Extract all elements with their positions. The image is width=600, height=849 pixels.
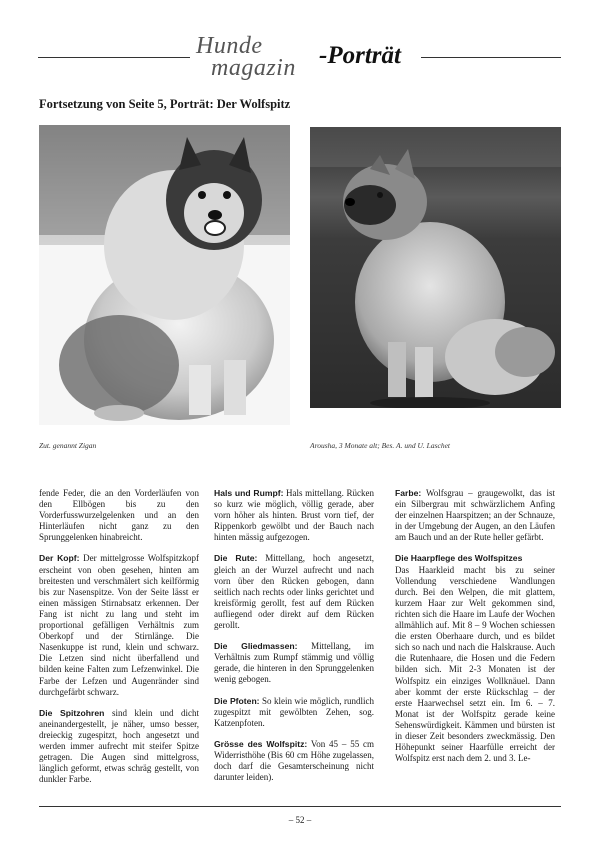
masthead-rule-right	[421, 57, 561, 58]
paragraph-heading: Farbe:	[395, 488, 422, 498]
text-column-2	[214, 488, 374, 793]
paragraph-heading: Hals und Rumpf:	[214, 488, 284, 498]
paragraph	[39, 488, 199, 543]
paragraph-heading: Der Kopf:	[39, 553, 80, 564]
text-column-1	[39, 488, 199, 795]
paragraph-text: So klein wie möglich, rundlich zugespitzt mit gewölbten Zehen, sog. Katzenpfoten.	[214, 695, 375, 728]
photo-caption-right: Arousha, 3 Monate alt; Bes. A. und U. Laschet	[310, 441, 450, 450]
paragraph-text: Wolfsgrau – graugewolkt, das ist ein Silbergrau mit schwärzlichem Anfing der einzelnen Haarspitzen; an der Schnauze, in der Umgebung der Augen, an den Läufen am Bauch und an der Rute heller gefärbt.	[395, 488, 555, 543]
masthead-rule-left	[38, 57, 190, 58]
paragraph	[39, 553, 199, 697]
text-column-3	[395, 488, 555, 764]
paragraph-text: Hals mittellang. Rücken so kurz wie möglich, völlig gerade, aber vorn höher als hinten. Brust vorn tief, der Rippenkorb gewölbt und der Bauch nach hinten mässig aufgezogen.	[214, 488, 374, 543]
footer-rule	[39, 806, 561, 807]
paragraph-text: sind klein und dicht aneinandergestellt, je näher, umso besser, dreieckig zugespitzt, hoch angesetzt und werden immer aufrecht mit steifer Spitze getragen. Die Augen sind mittelgross, länglich geformt, etwas schräg gestellt, von dunkler Farbe.	[39, 707, 199, 785]
paragraph-heading: Die Gliedmassen:	[214, 641, 298, 652]
paragraph	[39, 708, 199, 786]
photo-wolfspitz-grass	[310, 127, 561, 408]
photo-caption-left: Zut. genannt Zigan	[39, 441, 97, 450]
paragraph-heading: Die Spitzohren	[39, 707, 105, 718]
paragraph-text: Mittellang, im Verhältnis zum Rumpf stämmig und völlig gerade, die hinteren in den Sprunggelenken wenig gebogen.	[214, 641, 374, 685]
paragraph	[214, 553, 374, 631]
paragraph-text: Das Haarkleid macht bis zu seiner Vollendung verschiedene Wandlungen durch. Bei den Welpen, die mit glattem, kurzem Haar zur Welt gekommen sind, richten sich die Haare im Laufe der Wochen allmählich auf. Mit 8 – 9 Wochen schiessen die ersten Oberhaare durch, und es bildet sich so nach und nach die Halskrause. Auch die Rutenhaare, die Hosen und die Federn bilden sich. Mit 2-3 Monaten ist der Wolfspitz ein einziges Wollknäuel. Dann aber kommt der erste Rückschlag – der erste Haarwechsel setzt ein. Im 6. – 7. Monat ist der Wolfspitz gerade keine Sehenswürdigkeit. Kämmen und bürsten ist in dieser Zeit besonders zweckmässig. Den Höhepunkt seiner Haarfülle erreicht der Wolfspitz erst nach dem 2. und 3. Le-	[395, 564, 555, 764]
masthead-brand-line2: magazin	[211, 55, 296, 81]
photo-wolfspitz-snow	[39, 125, 290, 425]
dog-grass-illustration	[310, 127, 561, 408]
paragraph-text: Von 45 – 55 cm Widerristhöhe (Bis 60 cm Höhe zugelassen, doch darf die Gesamterscheinung nicht darunter leiden).	[214, 738, 375, 783]
paragraph	[214, 488, 374, 543]
dog-snow-illustration	[39, 125, 290, 425]
paragraph	[214, 739, 374, 783]
paragraph-text: Mittellang, hoch angesetzt, gleich an der Wurzel aufrecht und nach vorn über den Rücken gebogen, dann seitlich nach rechts oder links gerichtet und kreisförmig gerollt, fest auf dem Rücken aufliegend oder direkt auf dem Rücken gerollt.	[214, 553, 374, 631]
masthead-section-title: -Porträt	[319, 42, 401, 69]
masthead-brand-line1: Hunde	[196, 33, 263, 59]
paragraph	[214, 696, 374, 729]
paragraph-heading: Die Pfoten:	[214, 695, 260, 706]
paragraph-heading: Die Rute:	[214, 553, 258, 564]
paragraph	[395, 553, 555, 764]
paragraph-text: fende Feder, die an den Vorderläufen von den Ellbögen bis zu den Vorderfusswurzelgelenken und an den Hinterläufen nicht ganz zu den Sprunggelenken hinabreicht.	[39, 488, 199, 543]
paragraph-heading: Grösse des Wolfspitz:	[214, 738, 308, 749]
page-number: – 52 –	[288, 815, 312, 825]
paragraph-text: Der mittelgrosse Wolfspitzkopf erscheint von oben gesehen, hinten am breitesten und verschmälert sich keilförmig bis zur Nasenspitze. Von der Seite lässt er einen mässigen Stirnabsatz erkennen. Der Fang ist nicht zu lang und steht im proportional gefälligen Verhältnis zum Oberkopf und der Stirnlänge. Die Nasenkuppe ist rund, klein und schwarz. Die Letzen sind nicht überfallend und bilden keine Falten zum Lefzenwinkel. Die Farbe der Lefzen und Augenränder sind durchgefärbt schwarz.	[39, 553, 199, 697]
article-subhead: Fortsetzung von Seite 5, Porträt: Der Wolfspitz	[39, 97, 291, 111]
section-heading: Die Haarpflege des Wolfspitzes	[395, 553, 523, 564]
paragraph	[395, 488, 555, 543]
paragraph	[214, 641, 374, 685]
